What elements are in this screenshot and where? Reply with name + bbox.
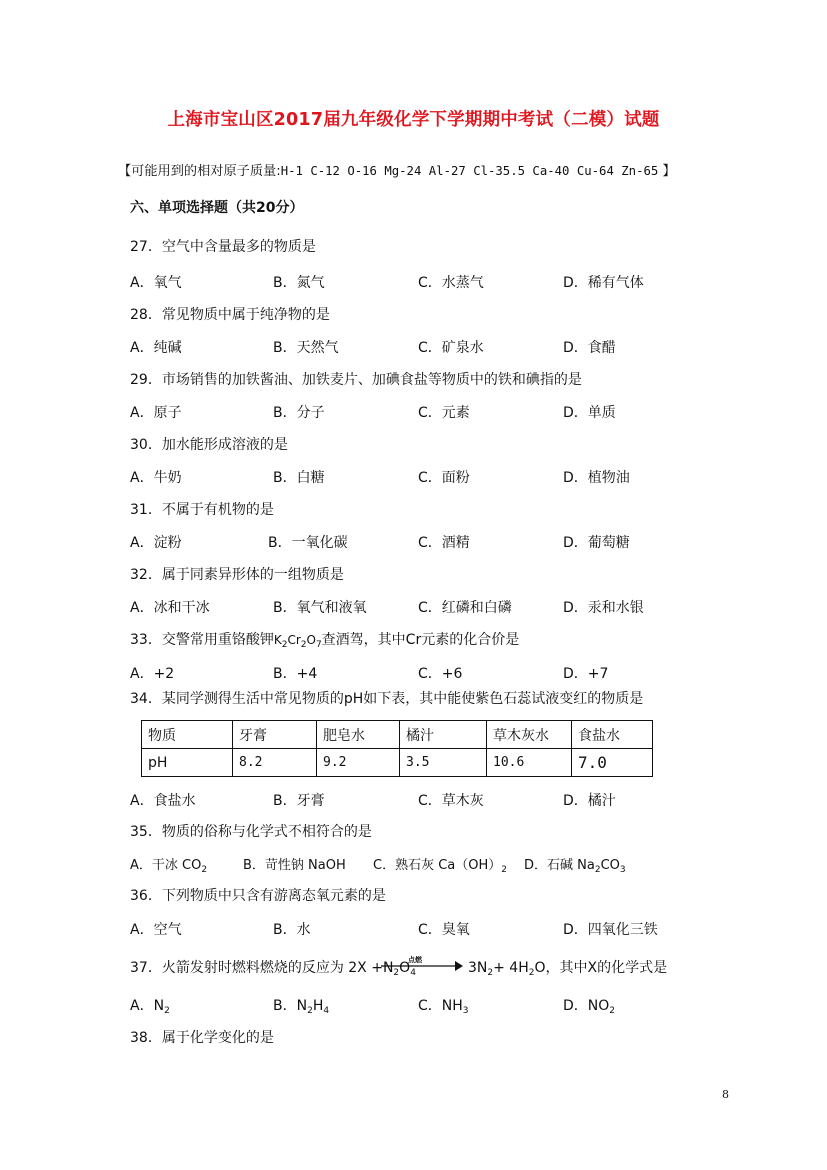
- question-34-option-a: A．食盐水: [130, 793, 196, 809]
- table-cell: 草木灰水: [487, 721, 572, 749]
- q37-b-sub1: 2: [307, 1006, 313, 1016]
- table-cell: 牙膏: [233, 721, 317, 749]
- question-29-option-c: C．元素: [418, 405, 470, 421]
- question-32-option-b: B．氧气和液氧: [273, 600, 367, 616]
- question-34-option-d: D．橘汁: [563, 793, 616, 809]
- question-35-option-c: [373, 854, 507, 875]
- question-28-option-a: A．纯碱: [130, 340, 182, 356]
- q37-b: B．N: [273, 998, 308, 1014]
- question-33-option-c: C．+6: [418, 666, 463, 682]
- q33-o: O: [306, 633, 316, 647]
- ph-table-header-row: [142, 721, 653, 749]
- q37-sub4: 2: [528, 968, 535, 978]
- table-cell: 9.2: [317, 749, 400, 777]
- ph-table-value-row: [142, 749, 653, 777]
- question-36-stem: 36．下列物质中只含有游离态氧元素的是: [130, 888, 386, 904]
- q37-c-sub: 3: [462, 1006, 469, 1016]
- question-35-option-a: [130, 854, 207, 875]
- ph-table: [141, 720, 653, 777]
- question-27-option-b: B．氮气: [273, 275, 325, 291]
- section-heading: 六、单项选择题（共20分）: [130, 200, 304, 216]
- q37-c: C．NH: [418, 998, 463, 1014]
- question-32-stem: 32．属于同素异形体的一组物质是: [130, 567, 344, 583]
- question-37-option-b: [273, 995, 329, 1016]
- question-34-option-b: B．牙膏: [273, 793, 325, 809]
- table-cell: 8.2: [233, 749, 317, 777]
- question-30-option-c: C．面粉: [418, 470, 470, 486]
- question-37-option-d: [563, 995, 615, 1016]
- masses-suffix: 】: [658, 164, 676, 179]
- question-34-stem: 34．某同学测得生活中常见物质的pH如下表，其中能使紫色石蕊试液变红的物质是: [130, 691, 644, 707]
- question-35-stem: 35．物质的俗称与化学式不相符合的是: [130, 824, 372, 840]
- q33-o-sub: 7: [315, 640, 322, 650]
- q35-a-text: A．干冰 CO: [130, 858, 202, 873]
- q33-stem-a: 33．交警常用重铬酸钾: [130, 632, 274, 648]
- page-number: 8: [722, 1088, 729, 1101]
- question-29-option-a: A．原子: [130, 405, 182, 421]
- question-31-option-d: D．葡萄糖: [563, 535, 630, 551]
- masses-values: H-1 C-12 O-16 Mg-24 Al-27 Cl-35.5 Ca-40 Cu-64 Zn-65: [280, 164, 659, 178]
- table-cell: 10.6: [487, 749, 572, 777]
- question-29-stem: 29．市场销售的加铁酱油、加铁麦片、加碘食盐等物质中的铁和碘指的是: [130, 372, 582, 388]
- document-title: 上海市宝山区2017届九年级化学下学期期中考试（二模）试题: [167, 110, 660, 130]
- q37-b-sub2: 4: [323, 1006, 330, 1016]
- question-27-option-c: C．水蒸气: [418, 275, 484, 291]
- question-30-stem: 30．加水能形成溶液的是: [130, 437, 288, 453]
- question-28-option-c: C．矿泉水: [418, 340, 484, 356]
- question-33-option-d: D．+7: [563, 666, 609, 682]
- table-cell: 3.5: [400, 749, 487, 777]
- q37-sub2: 4: [410, 968, 416, 978]
- atomic-masses-note: [118, 160, 676, 179]
- question-36-option-c: C．臭氧: [418, 922, 470, 938]
- reaction-condition-label: 点燃: [408, 956, 422, 964]
- question-31-option-b: B．一氧化碳: [268, 535, 348, 551]
- q37-prod-b: + 4H: [493, 960, 529, 976]
- question-32-option-c: C．红磷和白磷: [418, 600, 512, 616]
- question-37-stem-left: [130, 957, 416, 978]
- question-31-stem: 31．不属于有机物的是: [130, 502, 274, 518]
- table-cell: 食盐水: [572, 721, 653, 749]
- q35-d-mid: CO: [600, 858, 620, 873]
- table-cell: 7.0: [572, 749, 653, 777]
- question-34-option-c: C．草木灰: [418, 793, 484, 809]
- question-27-option-a: A．氧气: [130, 275, 182, 291]
- question-27-option-d: D．稀有气体: [563, 275, 644, 291]
- q37-mid1: O: [399, 960, 411, 976]
- table-cell: 物质: [142, 721, 233, 749]
- q35-d-text: D．石碱 Na: [524, 858, 595, 873]
- q35-d-sub2: 3: [619, 865, 626, 875]
- masses-prefix: 【可能用到的相对原子质量:: [118, 164, 281, 179]
- question-37-option-a: [130, 995, 170, 1016]
- q33-k-sub: 2: [281, 640, 288, 650]
- q37-b-mid: H: [312, 998, 324, 1014]
- question-36-option-a: A．空气: [130, 922, 182, 938]
- question-35-option-b: B．苛性钠 NaOH: [243, 858, 346, 873]
- question-31-option-a: A．淀粉: [130, 535, 182, 551]
- question-33-stem: [130, 629, 519, 650]
- question-29-option-b: B．分子: [273, 405, 325, 421]
- question-35-option-d: [524, 854, 626, 875]
- question-32-option-d: D．汞和水银: [563, 600, 644, 616]
- q37-prod-a: 3N: [468, 960, 488, 976]
- q37-a: A．N: [130, 998, 165, 1014]
- table-cell: 橘汁: [400, 721, 487, 749]
- q37-a-sub: 2: [164, 1006, 170, 1016]
- question-36-option-b: B．水: [273, 922, 311, 938]
- q35-c-sub: 2: [501, 865, 507, 875]
- reaction-arrow-icon: [381, 958, 463, 972]
- question-33-option-a: A．+2: [130, 666, 175, 682]
- question-33-option-b: B．+4: [273, 666, 318, 682]
- question-32-option-a: A．冰和干冰: [130, 600, 210, 616]
- question-27-stem: 27．空气中含量最多的物质是: [130, 239, 316, 255]
- q33-k: K: [273, 633, 282, 647]
- question-37-option-c: [418, 995, 469, 1016]
- q37-d-sub: 2: [609, 1006, 616, 1016]
- question-28-stem: 28．常见物质中属于纯净物的是: [130, 307, 330, 323]
- q37-d: D．NO: [563, 998, 610, 1014]
- q37-sub3: 2: [487, 968, 494, 978]
- question-30-option-d: D．植物油: [563, 470, 630, 486]
- table-cell: 肥皂水: [317, 721, 400, 749]
- q37-prod-c: O，其中X的化学式是: [534, 960, 668, 976]
- q35-d-sub1: 2: [594, 865, 601, 875]
- question-36-option-d: D．四氧化三铁: [563, 922, 658, 938]
- q33-cr: Cr: [287, 633, 301, 647]
- question-28-option-b: B．天然气: [273, 340, 339, 356]
- q35-c-text: C．熟石灰 Ca（OH）: [373, 858, 502, 873]
- q37-sub1: 2: [393, 968, 400, 978]
- q33-stem-b: 查酒驾，其中Cr元素的化合价是: [321, 632, 520, 648]
- q37-stem-a: 37．火箭发射时燃料燃烧的反应为 2X +N: [130, 960, 394, 976]
- table-cell: pH: [142, 749, 233, 777]
- question-37-stem-right: [468, 957, 667, 978]
- q35-a-sub: 2: [201, 865, 208, 875]
- q33-cr-sub: 2: [300, 640, 307, 650]
- question-28-option-d: D．食醋: [563, 340, 616, 356]
- question-38-stem: 38．属于化学变化的是: [130, 1030, 274, 1046]
- question-31-option-c: C．酒精: [418, 535, 470, 551]
- question-29-option-d: D．单质: [563, 405, 616, 421]
- question-30-option-b: B．白糖: [273, 470, 325, 486]
- question-30-option-a: A．牛奶: [130, 470, 182, 486]
